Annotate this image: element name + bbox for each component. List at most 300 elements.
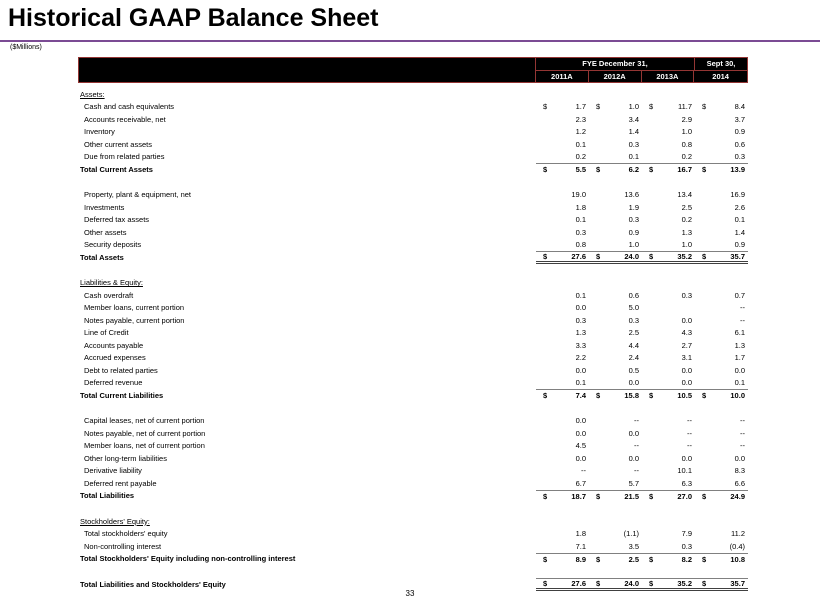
cell-value: -- [634, 416, 639, 426]
dollar-sign: $ [596, 578, 601, 588]
value-cell [589, 316, 642, 325]
cell-value: 1.0 [681, 127, 692, 137]
cell-value: 0.0 [575, 303, 586, 313]
table-row [78, 201, 748, 214]
cell-value: -- [740, 416, 745, 426]
cell-value: 24.0 [624, 251, 639, 261]
row-label: Capital leases, net of current portion [84, 416, 205, 426]
cell-value: 1.4 [628, 127, 639, 137]
row-values [536, 327, 748, 340]
spacer-row [78, 402, 748, 415]
row-label: Total Stockholders' Equity including non-controlling interest [80, 554, 296, 564]
row-label: Total Assets [80, 252, 124, 262]
cell-value: 10.8 [730, 554, 745, 564]
value-cell [642, 416, 695, 425]
cell-value: -- [687, 441, 692, 451]
row-label: Deferred tax assets [84, 215, 150, 225]
cell-value: 0.3 [628, 215, 639, 225]
cell-value: 0.3 [575, 315, 586, 325]
table-row [78, 113, 748, 126]
table-row [78, 528, 748, 541]
row-label: Cash overdraft [84, 290, 134, 300]
cell-value: 0.2 [681, 152, 692, 162]
value-cell [642, 328, 695, 337]
spacer-row [78, 502, 748, 515]
table-header-label-spacer [79, 58, 535, 82]
row-values [536, 163, 748, 176]
row-values [536, 415, 748, 428]
value-cell [695, 102, 748, 111]
row-label: Member loans, current portion [84, 303, 185, 313]
cell-value: 5.7 [628, 478, 639, 488]
dollar-sign: $ [649, 554, 654, 564]
row-label: Cash and cash equivalents [84, 102, 175, 112]
dollar-sign: $ [702, 165, 707, 175]
cell-value: 2.6 [734, 202, 745, 212]
cell-value: 0.3 [734, 152, 745, 162]
cell-value: 1.0 [628, 102, 639, 112]
value-cell [695, 353, 748, 362]
value-cell [695, 127, 748, 136]
value-cell [695, 529, 748, 538]
cell-value: 3.5 [628, 541, 639, 551]
row-values [536, 201, 748, 214]
row-label: Line of Credit [84, 328, 129, 338]
table-row [78, 314, 748, 327]
row-values [536, 88, 748, 101]
table-row [78, 389, 748, 402]
cell-value: 4.3 [681, 328, 692, 338]
table-row [78, 214, 748, 227]
row-label: Notes payable, current portion [84, 315, 185, 325]
cell-value: 0.0 [734, 365, 745, 375]
cell-value: 8.2 [681, 554, 692, 564]
value-cell [695, 215, 748, 224]
row-values [536, 553, 748, 566]
dollar-sign: $ [543, 554, 548, 564]
cell-value: 0.0 [628, 428, 639, 438]
dollar-sign: $ [596, 491, 601, 501]
cell-value: 0.6 [734, 139, 745, 149]
value-cell [642, 165, 695, 174]
row-values [536, 465, 748, 478]
cell-value: 1.4 [734, 227, 745, 237]
value-cell [589, 240, 642, 249]
cell-value: 27.6 [571, 251, 586, 261]
row-label: Total Liabilities and Stockholders' Equity [80, 579, 226, 589]
cell-value: 13.6 [624, 190, 639, 200]
cell-value: 0.0 [681, 378, 692, 388]
value-cell [695, 190, 748, 199]
cell-value: 1.7 [734, 353, 745, 363]
value-cell [589, 479, 642, 488]
cell-value: 0.0 [734, 453, 745, 463]
cell-value: -- [740, 315, 745, 325]
value-cell [536, 492, 589, 501]
dollar-sign: $ [596, 554, 601, 564]
row-values [536, 452, 748, 465]
cell-value: 1.8 [575, 202, 586, 212]
row-values [536, 540, 748, 553]
cell-value: 2.2 [575, 353, 586, 363]
row-label: Deferred revenue [84, 378, 143, 388]
row-label: Total Current Assets [80, 164, 153, 174]
row-values [536, 302, 748, 315]
dollar-sign: $ [649, 391, 654, 401]
value-cell [536, 115, 589, 124]
cell-value: 2.5 [628, 328, 639, 338]
value-cell [536, 252, 589, 261]
value-cell [695, 579, 748, 588]
value-cell [536, 454, 589, 463]
cell-value: -- [687, 428, 692, 438]
cell-value: 11.7 [677, 102, 692, 112]
value-cell [589, 215, 642, 224]
value-cell [536, 190, 589, 199]
table-row [78, 364, 748, 377]
cell-value: 5.5 [575, 165, 586, 175]
value-cell [589, 429, 642, 438]
cell-value: 24.9 [730, 491, 745, 501]
row-values [536, 339, 748, 352]
value-cell [695, 454, 748, 463]
value-cell [589, 542, 642, 551]
dollar-sign: $ [702, 251, 707, 261]
value-cell [642, 555, 695, 564]
value-cell [589, 291, 642, 300]
dollar-sign: $ [543, 578, 548, 588]
table-header-years [536, 71, 747, 82]
value-cell [695, 203, 748, 212]
value-cell [589, 102, 642, 111]
row-label: Stockholders' Equity: [80, 516, 150, 526]
value-cell [589, 190, 642, 199]
row-label: Due from related parties [84, 152, 165, 162]
value-cell [589, 579, 642, 588]
cell-value: 1.0 [628, 240, 639, 250]
value-cell [695, 303, 748, 312]
value-cell [695, 140, 748, 149]
title-divider-rule [0, 40, 820, 42]
cell-value: 6.1 [734, 328, 745, 338]
row-label: Other assets [84, 227, 127, 237]
value-cell [642, 127, 695, 136]
table-row [78, 465, 748, 478]
value-cell [536, 416, 589, 425]
table-row [78, 101, 748, 114]
value-cell [695, 252, 748, 261]
dollar-sign: $ [649, 491, 654, 501]
cell-value: 0.1 [628, 152, 639, 162]
value-cell [642, 316, 695, 325]
cell-value: 0.2 [575, 152, 586, 162]
table-row [78, 239, 748, 252]
value-cell [589, 529, 642, 538]
cell-value: 16.7 [677, 165, 692, 175]
row-values [536, 289, 748, 302]
cell-value: 0.0 [575, 365, 586, 375]
value-cell [536, 378, 589, 387]
row-values [536, 214, 748, 227]
value-cell [589, 115, 642, 124]
row-values [536, 528, 748, 541]
cell-value: 0.3 [628, 139, 639, 149]
dollar-sign: $ [649, 102, 654, 112]
value-cell [536, 316, 589, 325]
cell-value: 0.1 [575, 290, 586, 300]
value-cell [695, 341, 748, 350]
balance-sheet-table [78, 57, 748, 591]
value-cell [536, 429, 589, 438]
value-cell [589, 203, 642, 212]
value-cell [642, 215, 695, 224]
value-cell [536, 228, 589, 237]
row-values [536, 101, 748, 114]
value-cell [589, 228, 642, 237]
cell-value: 1.3 [681, 227, 692, 237]
row-values [536, 113, 748, 126]
value-cell [589, 140, 642, 149]
cell-value: 1.0 [681, 240, 692, 250]
cell-value: 1.8 [575, 529, 586, 539]
row-label: Accrued expenses [84, 353, 146, 363]
value-cell [642, 203, 695, 212]
dollar-sign: $ [543, 391, 548, 401]
value-cell [642, 102, 695, 111]
cell-value: 4.4 [628, 340, 639, 350]
value-cell [695, 441, 748, 450]
column-header-2014: 2014 [712, 72, 729, 81]
value-cell [695, 366, 748, 375]
row-label: Notes payable, net of current portion [84, 428, 206, 438]
row-values [536, 377, 748, 390]
value-cell [695, 378, 748, 387]
cell-value: 7.4 [575, 391, 586, 401]
value-cell [536, 240, 589, 249]
cell-value: 13.4 [677, 190, 692, 200]
value-cell [642, 466, 695, 475]
cell-value: 8.3 [734, 466, 745, 476]
cell-value: -- [581, 466, 586, 476]
value-cell [695, 291, 748, 300]
cell-value: 7.9 [681, 529, 692, 539]
table-row [78, 415, 748, 428]
cell-value: 24.0 [624, 578, 639, 588]
cell-value: 0.1 [734, 378, 745, 388]
table-row [78, 327, 748, 340]
value-cell [536, 127, 589, 136]
cell-value: 0.7 [734, 290, 745, 300]
cell-value: -- [740, 441, 745, 451]
cell-value: 6.7 [575, 478, 586, 488]
value-cell [642, 542, 695, 551]
cell-value: 6.2 [628, 165, 639, 175]
cell-value: -- [740, 428, 745, 438]
dollar-sign: $ [543, 102, 548, 112]
value-cell [695, 316, 748, 325]
table-row [78, 302, 748, 315]
value-cell [642, 529, 695, 538]
column-header-2012a: 2012A [589, 71, 642, 82]
dollar-sign: $ [702, 491, 707, 501]
value-cell [642, 140, 695, 149]
value-cell [642, 579, 695, 588]
value-cell [642, 152, 695, 161]
dollar-sign: $ [596, 391, 601, 401]
value-cell [695, 479, 748, 488]
cell-value: (1.1) [623, 529, 639, 539]
row-label: Member loans, net of current portion [84, 441, 205, 451]
value-cell [589, 416, 642, 425]
row-values [536, 490, 748, 503]
table-row [78, 352, 748, 365]
value-cell [589, 391, 642, 400]
cell-value: 35.2 [677, 578, 692, 588]
page-number: 33 [405, 589, 415, 598]
cell-value: 1.7 [575, 102, 586, 112]
cell-value: 0.1 [575, 378, 586, 388]
dollar-sign: $ [702, 102, 707, 112]
cell-value: 0.1 [575, 139, 586, 149]
dollar-sign: $ [702, 391, 707, 401]
value-cell [695, 492, 748, 501]
cell-value: 0.2 [681, 215, 692, 225]
value-cell [589, 441, 642, 450]
table-row [78, 452, 748, 465]
value-cell [536, 466, 589, 475]
table-row [78, 540, 748, 553]
table-body [78, 88, 748, 591]
cell-value: -- [634, 441, 639, 451]
row-label: Investments [84, 202, 125, 212]
row-values [536, 314, 748, 327]
cell-value: 35.2 [677, 251, 692, 261]
table-row [78, 126, 748, 139]
cell-value: 1.9 [628, 202, 639, 212]
cell-value: 0.3 [628, 315, 639, 325]
cell-value: (0.4) [729, 541, 745, 551]
row-label: Other long-term liabilities [84, 453, 167, 463]
cell-value: 0.3 [681, 541, 692, 551]
value-cell [695, 228, 748, 237]
value-cell [642, 240, 695, 249]
table-row [78, 151, 748, 164]
table-row [78, 477, 748, 490]
cell-value: -- [687, 416, 692, 426]
cell-value: 2.9 [681, 114, 692, 124]
row-label: Liabilities & Equity: [80, 278, 143, 288]
value-cell [536, 291, 589, 300]
cell-value: 5.0 [628, 303, 639, 313]
table-row [78, 289, 748, 302]
cell-value: 2.3 [575, 114, 586, 124]
table-row [78, 339, 748, 352]
value-cell [589, 328, 642, 337]
column-header-2013a: 2013A [642, 71, 695, 82]
cell-value: 2.7 [681, 340, 692, 350]
cell-value: 7.1 [575, 541, 586, 551]
row-label: Inventory [84, 127, 115, 137]
cell-value: 3.3 [575, 340, 586, 350]
cell-value: 21.5 [624, 491, 639, 501]
row-values [536, 251, 748, 264]
table-row [78, 427, 748, 440]
value-cell [536, 152, 589, 161]
cell-value: 3.7 [734, 114, 745, 124]
value-cell [695, 391, 748, 400]
cell-value: 0.0 [681, 365, 692, 375]
cell-value: 10.1 [677, 466, 692, 476]
value-cell [536, 579, 589, 588]
value-cell [536, 479, 589, 488]
cell-value: 10.5 [677, 391, 692, 401]
table-row [78, 88, 748, 101]
cell-value: 0.1 [734, 215, 745, 225]
table-row [78, 440, 748, 453]
page-title: Historical GAAP Balance Sheet [8, 4, 379, 32]
table-header-groups [536, 58, 747, 71]
cell-value: 0.9 [734, 240, 745, 250]
cell-value: -- [740, 303, 745, 313]
cell-value: 0.9 [628, 227, 639, 237]
cell-value: 0.5 [628, 365, 639, 375]
cell-value: 0.9 [734, 127, 745, 137]
cell-value: 2.4 [628, 353, 639, 363]
cell-value: 6.6 [734, 478, 745, 488]
units-note: ($Millions) [10, 44, 42, 51]
value-cell [536, 328, 589, 337]
value-cell [589, 378, 642, 387]
cell-value: 27.0 [677, 491, 692, 501]
dollar-sign: $ [702, 578, 707, 588]
value-cell [642, 441, 695, 450]
cell-value: 15.8 [624, 391, 639, 401]
cell-value: 3.1 [681, 353, 692, 363]
value-cell [536, 529, 589, 538]
cell-value: 0.3 [575, 227, 586, 237]
cell-value: 0.0 [681, 453, 692, 463]
row-label: Total stockholders' equity [84, 529, 168, 539]
value-cell [695, 416, 748, 425]
value-cell [642, 454, 695, 463]
table-row [78, 377, 748, 390]
cell-value: 19.0 [571, 190, 586, 200]
value-cell [589, 341, 642, 350]
table-row [78, 189, 748, 202]
value-cell [695, 542, 748, 551]
row-values [536, 364, 748, 377]
table-row [78, 490, 748, 503]
table-header-columns [535, 58, 747, 82]
value-cell [642, 366, 695, 375]
cell-value: 0.0 [575, 453, 586, 463]
cell-value: 2.5 [628, 554, 639, 564]
table-row [78, 515, 748, 528]
dollar-sign: $ [649, 251, 654, 261]
value-cell [695, 152, 748, 161]
row-label: Property, plant & equipment, net [84, 190, 192, 200]
cell-value: 0.0 [628, 453, 639, 463]
value-cell [536, 341, 589, 350]
dollar-sign: $ [649, 165, 654, 175]
value-cell [695, 429, 748, 438]
cell-value: -- [634, 466, 639, 476]
row-label: Deferred rent payable [84, 478, 157, 488]
cell-value: 0.6 [628, 290, 639, 300]
column-header-2011a: 2011A [536, 71, 589, 82]
cell-value: 1.3 [734, 340, 745, 350]
row-values [536, 477, 748, 490]
